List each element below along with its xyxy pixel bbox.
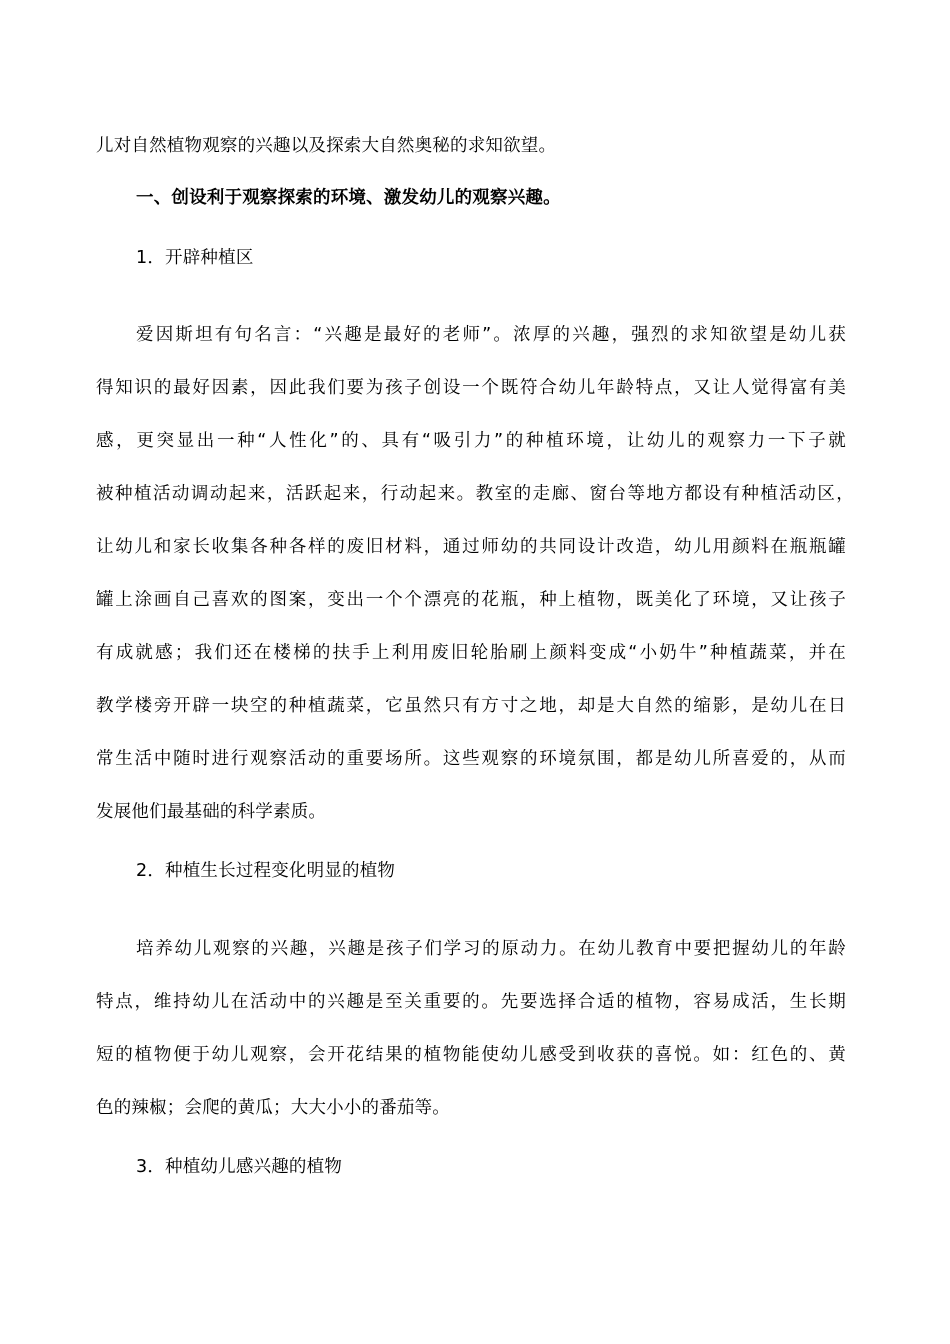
paragraph-2-line: 培养幼儿观察的兴趣，兴趣是孩子们学习的原动力。在幼儿教育中要把握幼儿的年龄 <box>136 939 846 959</box>
paragraph-1-line: 发展他们最基础的科学素质。 <box>96 802 327 822</box>
text-line-continuation: 儿对自然植物观察的兴趣以及探索大自然奥秘的求知欲望。 <box>96 136 557 156</box>
subheading-2: 2．种植生长过程变化明显的植物 <box>136 861 396 881</box>
paragraph-1-line: 被种植活动调动起来，活跃起来，行动起来。教室的走廊、窗台等地方都设有种植活动区， <box>96 484 854 504</box>
paragraph-1-line: 让幼儿和家长收集各种各样的废旧材料，通过师幼的共同设计改造，幼儿用颜料在瓶瓶罐 <box>96 537 846 557</box>
paragraph-1-line: 常生活中随时进行观察活动的重要场所。这些观察的环境氛围，都是幼儿所喜爱的，从而 <box>96 749 846 769</box>
paragraph-1-line: 感，更突显出一种“人性化”的、具有“吸引力”的种植环境，让幼儿的观察力一下子就 <box>96 431 846 451</box>
subheading-1: 1．开辟种植区 <box>136 248 254 268</box>
paragraph-2-line: 短的植物便于幼儿观察，会开花结果的植物能使幼儿感受到收获的喜悦。如：红色的、黄 <box>96 1045 846 1065</box>
subheading-3: 3．种植幼儿感兴趣的植物 <box>136 1157 343 1177</box>
section-heading-1: 一、创设利于观察探索的环境、激发幼儿的观察兴趣。 <box>136 188 561 208</box>
paragraph-1-line: 爱因斯坦有句名言：“兴趣是最好的老师”。浓厚的兴趣，强烈的求知欲望是幼儿获 <box>136 325 846 345</box>
paragraph-2-line: 特点，维持幼儿在活动中的兴趣是至关重要的。先要选择合适的植物，容易成活，生长期 <box>96 992 846 1012</box>
paragraph-1-line: 得知识的最好因素，因此我们要为孩子创设一个既符合幼儿年龄特点，又让人觉得富有美 <box>96 378 846 398</box>
paragraph-2-line: 色的辣椒；会爬的黄瓜；大大小小的番茄等。 <box>96 1098 450 1118</box>
paragraph-1-line: 罐上涂画自己喜欢的图案，变出一个个漂亮的花瓶，种上植物，既美化了环境，又让孩子 <box>96 590 846 610</box>
paragraph-1-line: 有成就感；我们还在楼梯的扶手上利用废旧轮胎刷上颜料变成“小奶牛”种植蔬菜，并在 <box>96 643 846 663</box>
paragraph-1-line: 教学楼旁开辟一块空的种植蔬菜，它虽然只有方寸之地，却是大自然的缩影，是幼儿在日 <box>96 696 846 716</box>
